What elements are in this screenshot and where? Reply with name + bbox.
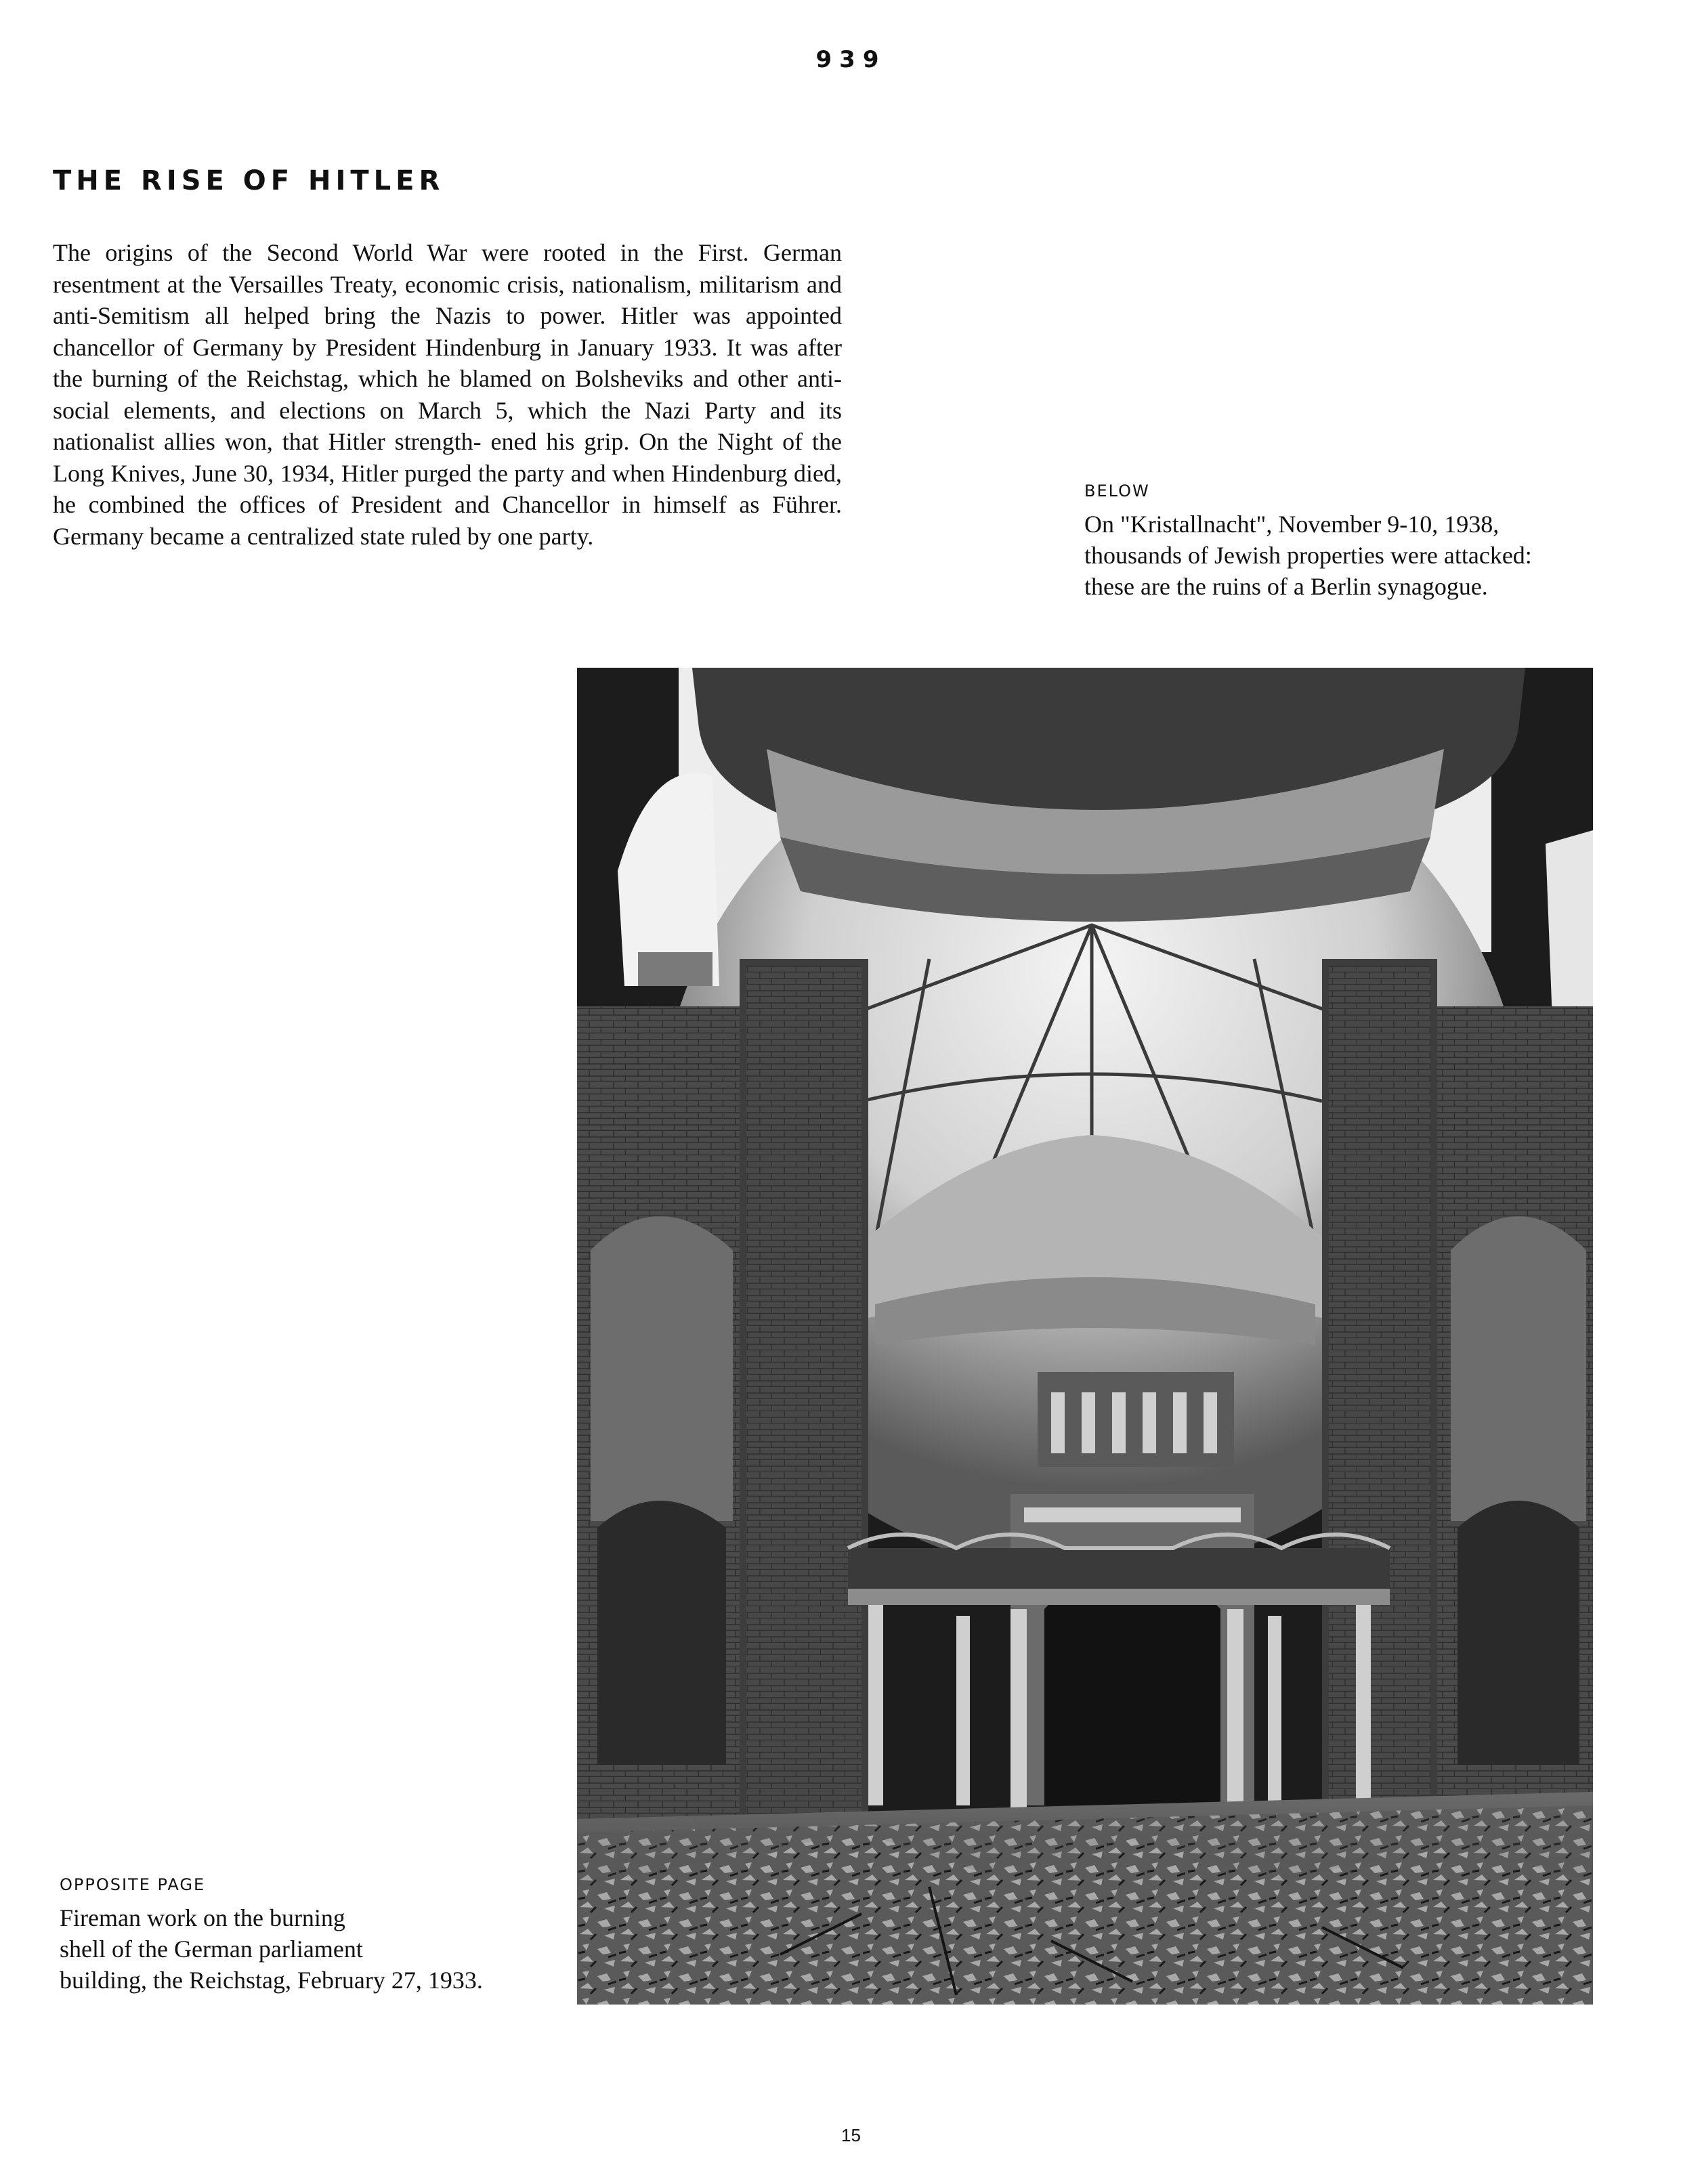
- folio-page-number: 15: [841, 2125, 861, 2145]
- caption-opposite-label: OPPOSITE PAGE: [60, 1875, 206, 1894]
- caption-below-text: [1084, 509, 1552, 602]
- body-line: resentment at the Versailles Treaty, economic crisis, nationalism,: [53, 270, 692, 298]
- body-line: centralized state ruled by one party.: [247, 522, 594, 550]
- body-line: was appointed chancellor of Germany by President Hindenburg in: [53, 302, 843, 361]
- body-line: on Bolsheviks and other anti-social elements, and elections on March 5,: [53, 365, 843, 424]
- body-line: ened his grip. On the Night of the Long Knives, June 30, 1934, Hitler: [53, 428, 843, 487]
- body-line: which the Nazi Party and its nationalist allies won, that Hitler strength-: [53, 396, 843, 455]
- body-line: President and Chancellor in himself as Führer. Germany became a: [53, 491, 843, 550]
- chapter-title: THE RISE OF HITLER: [53, 165, 445, 196]
- caption-line: On "Kristallnacht", November 9-10, 1938,: [1084, 511, 1499, 538]
- caption-line: shell of the German parliament: [60, 1935, 363, 1963]
- caption-line: these are the ruins of a Berlin synagogue.: [1084, 573, 1488, 600]
- body-paragraph: [53, 237, 842, 552]
- running-head-page-number: 939: [815, 46, 887, 73]
- caption-opposite-text: [60, 1902, 574, 1996]
- caption-line: building, the Reichstag, February 27, 1933.: [60, 1967, 483, 1994]
- caption-line: Fireman work on the burning: [60, 1904, 345, 1931]
- synagogue-ruins-photo: [577, 668, 1593, 2005]
- synagogue-ruins-illustration: [577, 668, 1593, 2005]
- body-line: The origins of the Second World War were rooted in the First. German: [53, 239, 842, 266]
- caption-below: [1084, 481, 1552, 602]
- body-line: January 1933. It was after the burning of the Reichstag, which he blamed: [53, 333, 843, 392]
- caption-line: thousands of Jewish properties were attacked:: [1084, 542, 1532, 569]
- caption-below-label: BELOW: [1084, 481, 1150, 500]
- body-line: purged the party and when Hindenburg died, he combined the offices of: [53, 459, 843, 518]
- body-line: militarism and anti-Semitism all helped bring the Nazis to power. Hitler: [53, 270, 843, 329]
- caption-opposite-page: [60, 1875, 574, 1996]
